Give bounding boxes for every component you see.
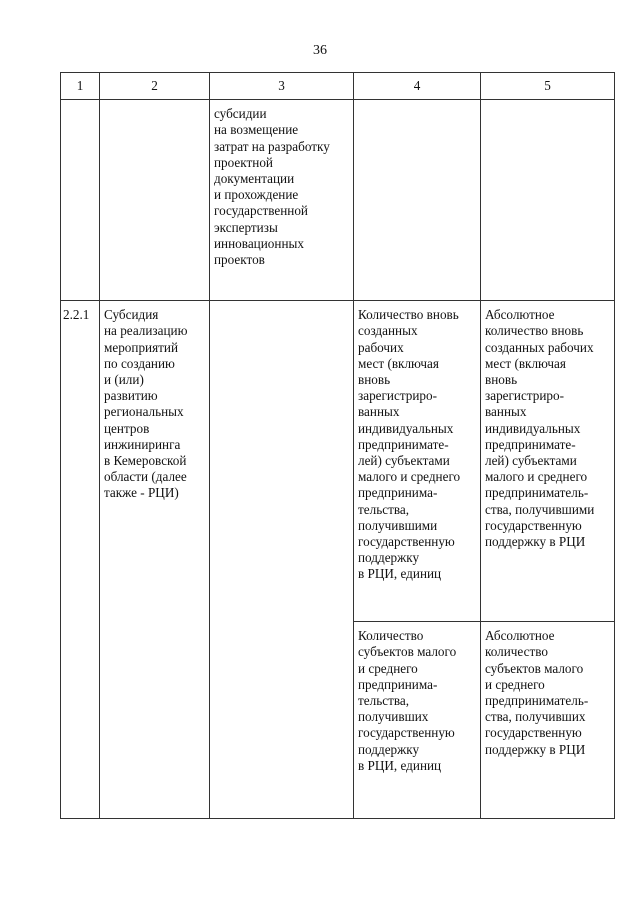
header-col-2: 2	[100, 73, 210, 100]
table-cell	[481, 100, 615, 301]
indicator-method-cell: Абсолютное количество вновь созданных рабочих мест (включая вновь зарегистриро- ванных индивидуальных предпринимате- лей) субъектами малого и среднего предприниматель- ства, получившими государственную поддержку в РЦИ	[481, 301, 615, 622]
table-cell	[61, 100, 100, 301]
indicator-method-cell: Абсолютное количество субъектов малого и среднего предприниматель- ства, получивших государственную поддержку в РЦИ	[481, 622, 615, 819]
table-cell	[210, 301, 354, 819]
table-cell	[100, 100, 210, 301]
indicator-name-cell: Количество субъектов малого и среднего предпринима- тельства, получивших государственную поддержку в РЦИ, единиц	[354, 622, 481, 819]
indicator-name-cell: Количество вновь созданных рабочих мест (включая вновь зарегистриро- ванных индивидуальных предпринимате- лей) субъектами малого и среднего предпринима- тельства, получившими государственную поддержку в РЦИ, единиц	[354, 301, 481, 622]
item-number-cell: 2.2.1	[61, 301, 100, 819]
page-number: 36	[313, 43, 327, 58]
table-cell	[354, 100, 481, 301]
header-col-1: 1	[61, 73, 100, 100]
indicators-table	[60, 72, 615, 819]
header-col-3: 3	[210, 73, 354, 100]
subsidy-description-cell: субсидии на возмещение затрат на разработку проектной документации и прохождение государственной экспертизы инновационных проектов	[210, 100, 354, 301]
table-row	[61, 100, 615, 301]
table-row	[61, 301, 615, 622]
header-row	[61, 73, 615, 100]
header-col-5: 5	[481, 73, 615, 100]
measure-name-cell: Субсидия на реализацию мероприятий по созданию и (или) развитию региональных центров инжиниринга в Кемеровской области (далее также - РЦИ)	[100, 301, 210, 819]
header-col-4: 4	[354, 73, 481, 100]
